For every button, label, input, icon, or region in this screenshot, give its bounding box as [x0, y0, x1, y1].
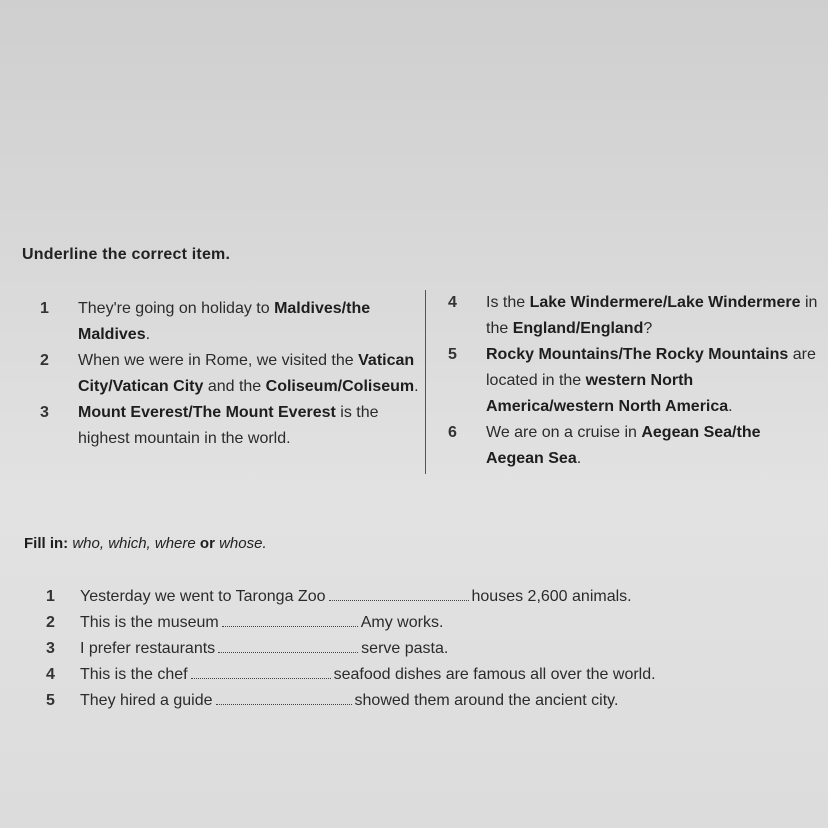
choice-options[interactable]: England/England	[512, 320, 644, 337]
item-text: are located in the	[486, 346, 816, 389]
exercise-item	[40, 296, 420, 348]
item-text: Is the	[486, 294, 530, 311]
item-number: 3	[40, 404, 49, 421]
fill-in-row	[46, 636, 806, 662]
sentence-start: Yesterday we went to Taronga Zoo	[80, 588, 326, 605]
item-number: 2	[40, 352, 49, 369]
fill-in-row	[46, 610, 806, 636]
fill-in-list	[46, 584, 806, 714]
section1-heading: Underline the correct item.	[22, 246, 231, 263]
exercise-item	[448, 342, 818, 420]
item-number: 6	[448, 424, 457, 441]
sentence-end: showed them around the ancient city.	[354, 692, 619, 709]
section1-right-column	[448, 290, 818, 472]
section2-heading-label: Fill in:	[24, 535, 69, 552]
item-text: is the highest mountain in the world.	[78, 404, 379, 447]
exercise-item	[40, 400, 420, 452]
fill-in-row	[46, 584, 806, 610]
item-number: 5	[46, 692, 55, 709]
item-number: 1	[46, 588, 55, 605]
choice-options[interactable]: western North America/western North America	[486, 372, 729, 415]
blank-field[interactable]	[191, 664, 331, 679]
item-text: .	[576, 450, 582, 467]
section1-left-column	[40, 296, 420, 452]
fill-in-row	[46, 662, 806, 688]
exercise-item	[448, 290, 818, 342]
blank-field[interactable]	[216, 690, 352, 705]
choice-options[interactable]: Maldives/the Maldives	[78, 300, 371, 343]
exercise-item	[448, 420, 818, 472]
blank-field[interactable]	[329, 586, 469, 601]
item-text: .	[728, 398, 733, 415]
choice-options[interactable]: Lake Windermere/Lake Windermere	[529, 294, 801, 311]
blank-field[interactable]	[218, 638, 358, 653]
item-number: 5	[448, 346, 457, 363]
item-text: and the	[203, 378, 266, 395]
item-text: in the	[486, 294, 818, 337]
section2-heading-words: who, which, where	[72, 535, 196, 552]
item-number: 4	[46, 666, 55, 683]
choice-options[interactable]: Coliseum/Coliseum	[265, 378, 415, 395]
fill-in-row	[46, 688, 806, 714]
section2-heading-last: whose.	[219, 535, 267, 552]
item-text: .	[414, 378, 419, 395]
sentence-start: I prefer restaurants	[80, 640, 216, 657]
section2-heading	[24, 535, 267, 552]
column-divider	[425, 290, 426, 474]
sentence-start: This is the museum	[80, 614, 219, 631]
sentence-end: seafood dishes are famous all over the world.	[333, 666, 656, 683]
sentence-end: Amy works.	[360, 614, 444, 631]
item-text: .	[145, 326, 151, 343]
section2-heading-or: or	[199, 535, 215, 552]
exercise-item	[40, 348, 420, 400]
sentence-start: They hired a guide	[80, 692, 213, 709]
choice-options[interactable]: Aegean Sea/the Aegean Sea	[486, 424, 761, 467]
item-number: 1	[40, 300, 49, 317]
blank-field[interactable]	[222, 612, 358, 627]
sentence-end: serve pasta.	[361, 640, 449, 657]
item-number: 3	[46, 640, 55, 657]
item-text: We are on a cruise in	[486, 424, 642, 441]
item-text: They're going on holiday to	[78, 300, 275, 317]
sentence-start: This is the chef	[80, 666, 188, 683]
item-number: 2	[46, 614, 55, 631]
choice-options[interactable]: Rocky Mountains/The Rocky Mountains	[486, 346, 789, 363]
item-text: ?	[643, 320, 653, 337]
item-number: 4	[448, 294, 457, 311]
item-text: When we were in Rome, we visited the	[78, 352, 359, 369]
choice-options[interactable]: Vatican City/Vatican City	[78, 352, 415, 395]
sentence-end: houses 2,600 animals.	[471, 588, 632, 605]
choice-options[interactable]: Mount Everest/The Mount Everest	[78, 404, 336, 421]
